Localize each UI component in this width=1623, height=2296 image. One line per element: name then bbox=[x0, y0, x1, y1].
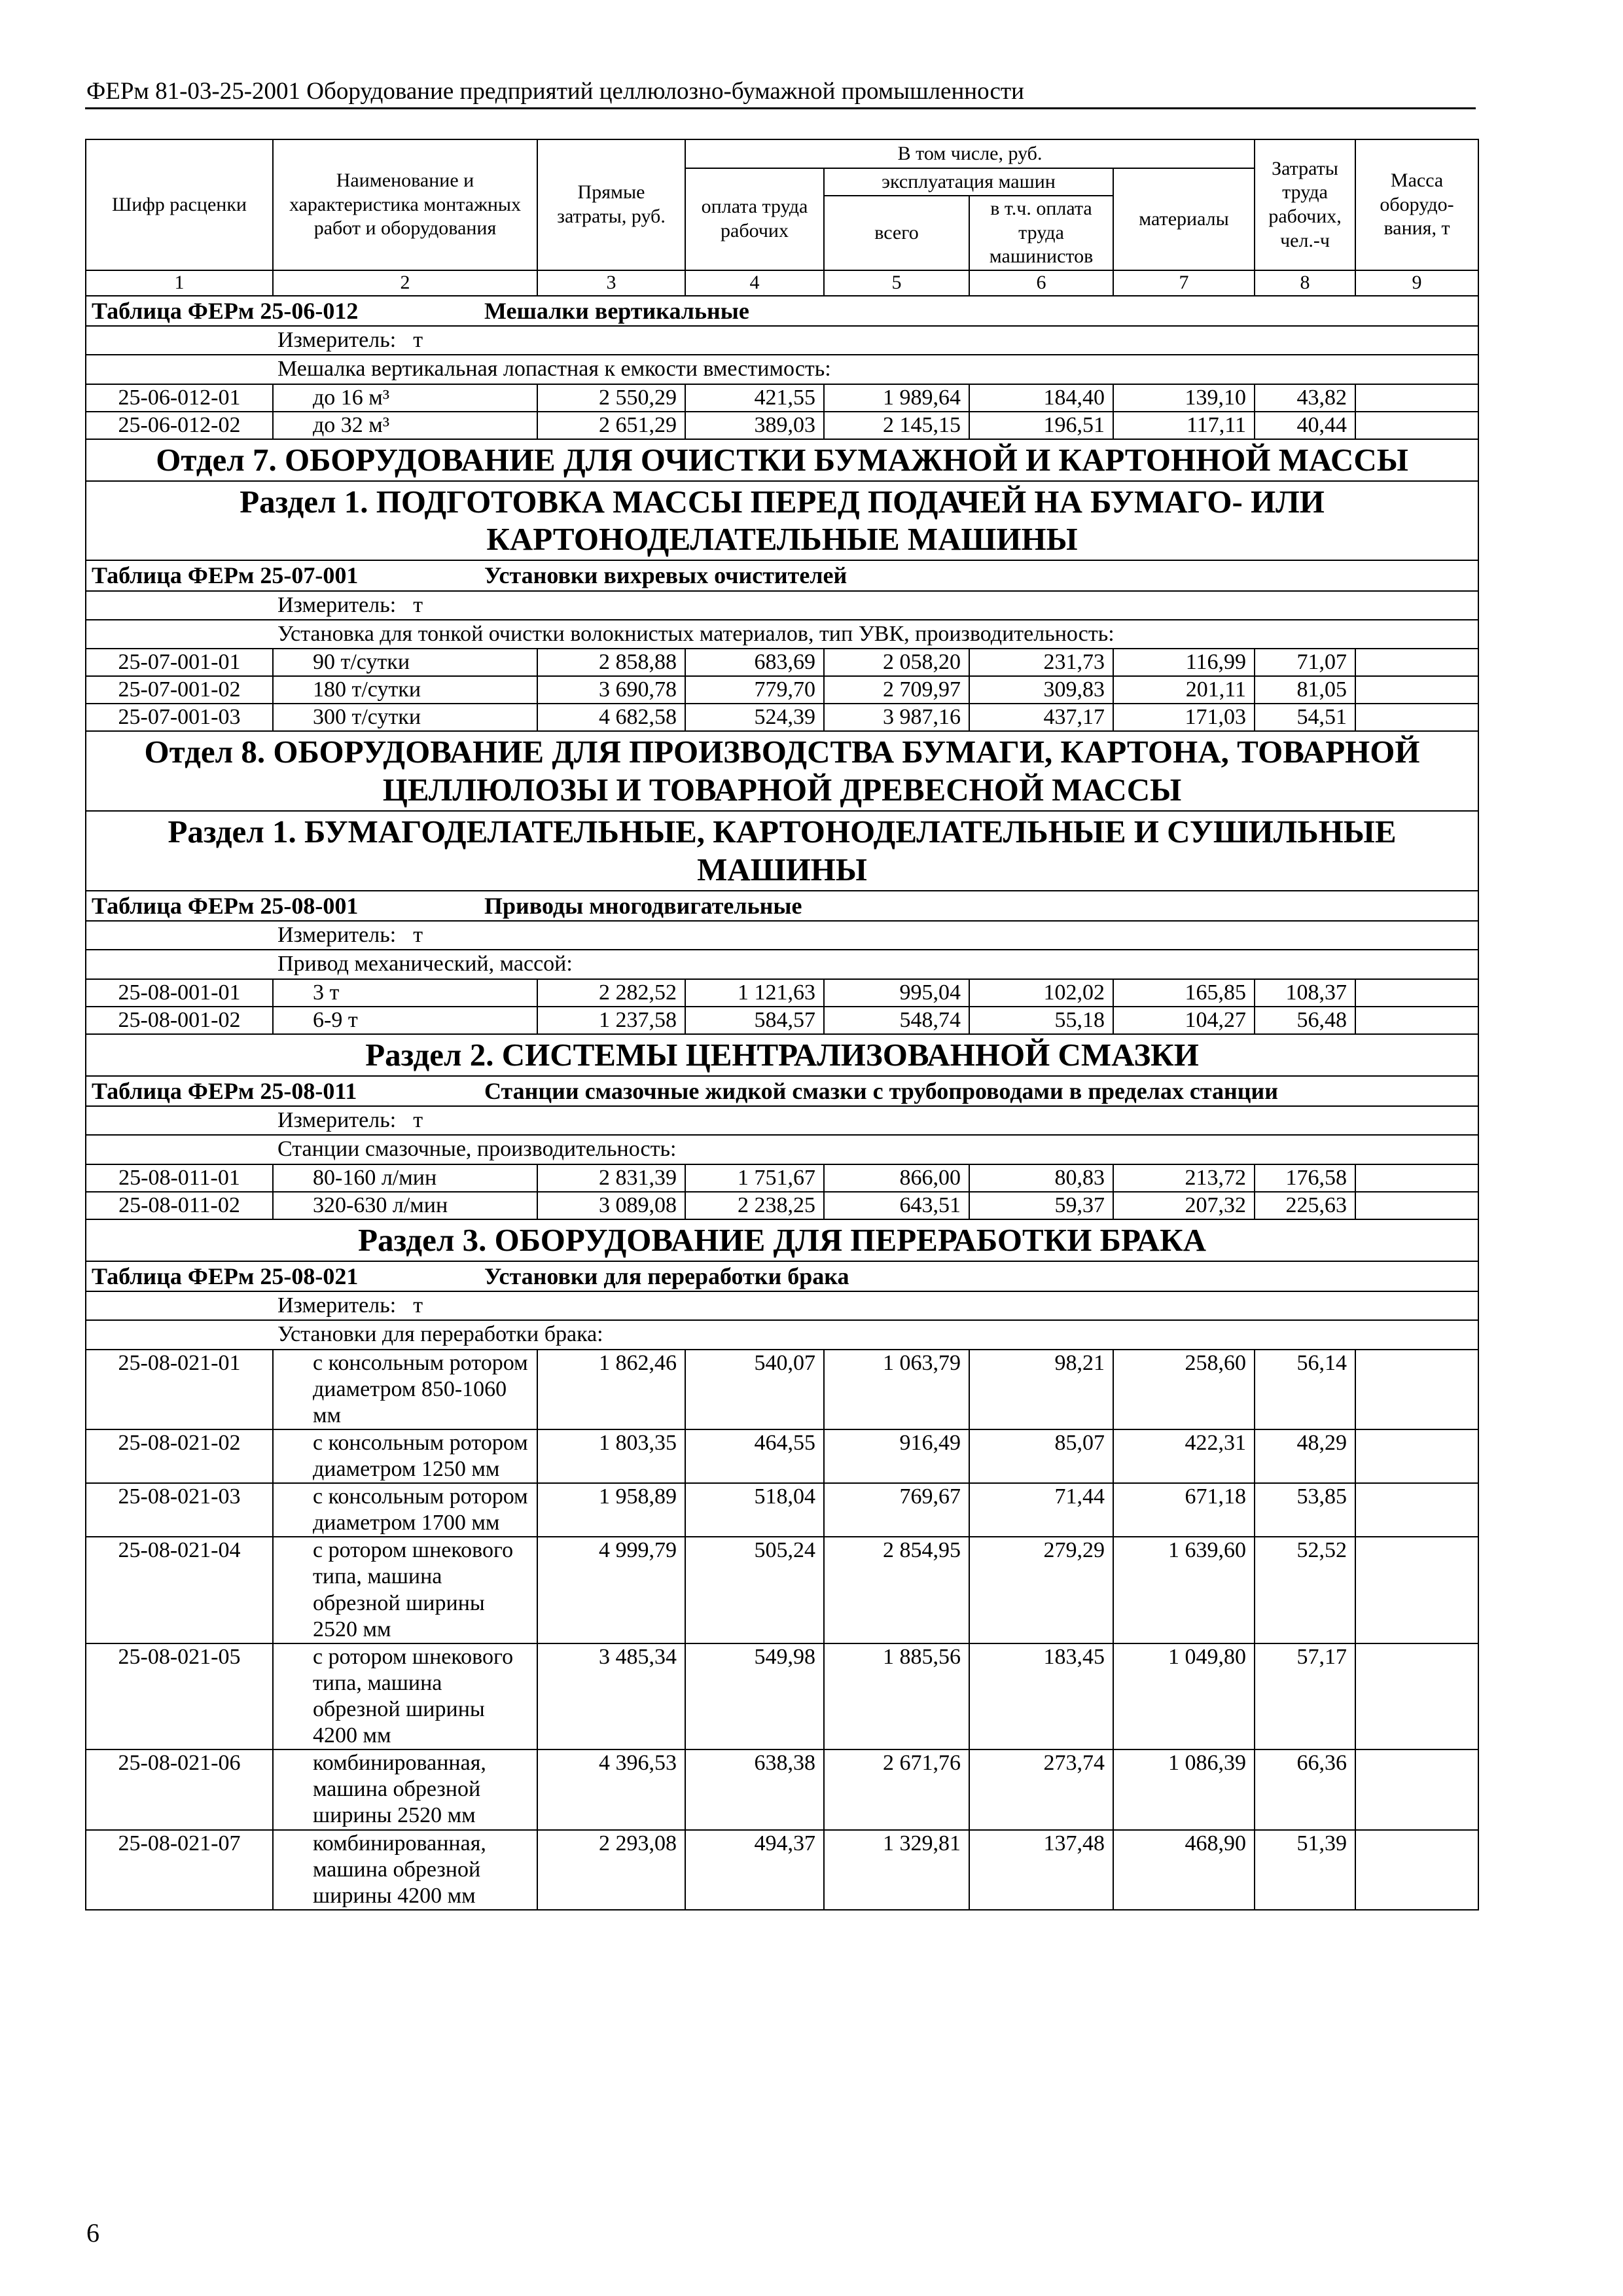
rate-code: 25-07-001-02 bbox=[86, 676, 273, 704]
measure-row bbox=[86, 1106, 1478, 1135]
rate-direct: 1 958,89 bbox=[537, 1483, 685, 1537]
description-row bbox=[86, 1320, 1478, 1349]
rate-name: с ротором шнекового типа, машина обрезной ширины 4200 мм bbox=[273, 1643, 537, 1749]
rate-labor-cost: 40,44 bbox=[1255, 412, 1355, 439]
rate-mass bbox=[1355, 1537, 1478, 1643]
measure-label: Измеритель: bbox=[277, 328, 397, 353]
rate-mass bbox=[1355, 1643, 1478, 1749]
table-title-row bbox=[86, 560, 1478, 591]
table-code: Таблица ФЕРм 25-06-012 bbox=[92, 297, 359, 324]
section-heading-row bbox=[86, 731, 1478, 811]
rate-labor-cost: 53,85 bbox=[1255, 1483, 1355, 1537]
rate-labor: 464,55 bbox=[685, 1429, 824, 1483]
rate-code: 25-08-021-05 bbox=[86, 1643, 273, 1749]
rate-labor: 540,07 bbox=[685, 1350, 824, 1429]
rate-labor: 1 751,67 bbox=[685, 1164, 824, 1192]
rate-labor-cost: 176,58 bbox=[1255, 1164, 1355, 1192]
rate-mass bbox=[1355, 1749, 1478, 1829]
rate-labor-cost: 48,29 bbox=[1255, 1429, 1355, 1483]
table-row bbox=[86, 384, 1478, 412]
rate-machines: 866,00 bbox=[824, 1164, 969, 1192]
table-row bbox=[86, 1537, 1478, 1643]
section-heading-row bbox=[86, 1034, 1478, 1076]
table-description: Установки для переработки брака: bbox=[86, 1320, 1478, 1349]
section-heading: Раздел 1. ПОДГОТОВКА МАССЫ ПЕРЕД ПОДАЧЕЙ НА БУМАГО- ИЛИ КАРТОНОДЕЛАТЕЛЬНЫЕ МАШИНЫ bbox=[86, 481, 1478, 561]
rate-name: до 16 м³ bbox=[273, 384, 537, 412]
rate-name: комбинированная, машина обрезной ширины 4200 мм bbox=[273, 1830, 537, 1910]
rate-name: 180 т/сутки bbox=[273, 676, 537, 704]
rate-labor: 524,39 bbox=[685, 704, 824, 731]
description-row bbox=[86, 1135, 1478, 1164]
rate-name: с консольным ротором диаметром 850-1060 мм bbox=[273, 1350, 537, 1429]
measure-unit: т bbox=[413, 592, 423, 617]
rate-labor: 779,70 bbox=[685, 676, 824, 704]
measure-label: Измеритель: bbox=[277, 923, 397, 948]
rate-labor: 494,37 bbox=[685, 1830, 824, 1910]
measure-unit: т bbox=[413, 1108, 423, 1133]
rate-direct: 3 485,34 bbox=[537, 1643, 685, 1749]
col-name-header: Наименование и характеристика монтажных работ и оборудования bbox=[273, 139, 537, 270]
table-code: Таблица ФЕРм 25-07-001 bbox=[92, 562, 359, 589]
rate-labor: 584,57 bbox=[685, 1007, 824, 1034]
table-row bbox=[86, 1643, 1478, 1749]
col-machinists-header: в т.ч. оплата труда машинистов bbox=[969, 196, 1113, 270]
table-title bbox=[86, 560, 1478, 591]
rate-labor: 1 121,63 bbox=[685, 979, 824, 1007]
col-mass-header: Масса оборудо-вания, т bbox=[1355, 139, 1478, 270]
col-labor-cost-header: Затраты труда рабочих, чел.-ч bbox=[1255, 139, 1355, 270]
rate-direct: 1 803,35 bbox=[537, 1429, 685, 1483]
rate-direct: 2 651,29 bbox=[537, 412, 685, 439]
table-row bbox=[86, 1483, 1478, 1537]
table-name: Мешалки вертикальные bbox=[484, 297, 749, 324]
measure-label: Измеритель: bbox=[277, 1293, 397, 1318]
table-row bbox=[86, 412, 1478, 439]
table-title-row bbox=[86, 296, 1478, 327]
rate-name: с ротором шнекового типа, машина обрезной ширины 2520 мм bbox=[273, 1537, 537, 1643]
rate-direct: 3 089,08 bbox=[537, 1192, 685, 1219]
measure-unit: т bbox=[413, 1293, 423, 1318]
rate-name: с консольным ротором диаметром 1700 мм bbox=[273, 1483, 537, 1537]
col-code-header: Шифр расценки bbox=[86, 139, 273, 270]
table-row bbox=[86, 676, 1478, 704]
section-heading-row bbox=[86, 481, 1478, 561]
table-row bbox=[86, 1350, 1478, 1429]
rate-labor-cost: 43,82 bbox=[1255, 384, 1355, 412]
rate-machines: 2 709,97 bbox=[824, 676, 969, 704]
rate-labor-cost: 56,14 bbox=[1255, 1350, 1355, 1429]
table-code: Таблица ФЕРм 25-08-011 bbox=[92, 1077, 357, 1104]
rate-machines: 916,49 bbox=[824, 1429, 969, 1483]
measure-cell bbox=[86, 591, 1478, 620]
table-header bbox=[86, 139, 1478, 296]
measure-cell bbox=[86, 326, 1478, 355]
rate-labor: 518,04 bbox=[685, 1483, 824, 1537]
rate-machinists: 85,07 bbox=[969, 1429, 1113, 1483]
rate-materials: 1 086,39 bbox=[1113, 1749, 1255, 1829]
rate-machinists: 80,83 bbox=[969, 1164, 1113, 1192]
rate-materials: 671,18 bbox=[1113, 1483, 1255, 1537]
rate-labor-cost: 54,51 bbox=[1255, 704, 1355, 731]
col-labor-header: оплата труда рабочих bbox=[685, 168, 824, 270]
rate-materials: 1 049,80 bbox=[1113, 1643, 1255, 1749]
rate-machines: 548,74 bbox=[824, 1007, 969, 1034]
rate-machines: 2 145,15 bbox=[824, 412, 969, 439]
measure-unit: т bbox=[413, 923, 423, 948]
rate-machinists: 102,02 bbox=[969, 979, 1113, 1007]
rate-materials: 213,72 bbox=[1113, 1164, 1255, 1192]
rate-machinists: 59,37 bbox=[969, 1192, 1113, 1219]
rate-labor-cost: 51,39 bbox=[1255, 1830, 1355, 1910]
table-description: Установка для тонкой очистки волокнистых материалов, тип УВК, производительность: bbox=[86, 620, 1478, 649]
col-incl-header: В том числе, руб. bbox=[685, 139, 1255, 168]
rate-machinists: 279,29 bbox=[969, 1537, 1113, 1643]
rate-labor: 421,55 bbox=[685, 384, 824, 412]
rate-materials: 1 639,60 bbox=[1113, 1537, 1255, 1643]
rate-mass bbox=[1355, 1164, 1478, 1192]
rate-name: 80-160 л/мин bbox=[273, 1164, 537, 1192]
rate-code: 25-08-021-06 bbox=[86, 1749, 273, 1829]
table-name: Установки вихревых очистителей bbox=[484, 562, 847, 589]
rate-name: 6-9 т bbox=[273, 1007, 537, 1034]
rate-materials: 171,03 bbox=[1113, 704, 1255, 731]
table-row bbox=[86, 1749, 1478, 1829]
section-heading-row bbox=[86, 811, 1478, 891]
rate-code: 25-08-001-02 bbox=[86, 1007, 273, 1034]
rate-labor-cost: 225,63 bbox=[1255, 1192, 1355, 1219]
rate-labor-cost: 56,48 bbox=[1255, 1007, 1355, 1034]
table-title-row bbox=[86, 1261, 1478, 1292]
rate-direct: 4 999,79 bbox=[537, 1537, 685, 1643]
rate-mass bbox=[1355, 1830, 1478, 1910]
rate-direct: 2 831,39 bbox=[537, 1164, 685, 1192]
rate-direct: 2 858,88 bbox=[537, 649, 685, 676]
rate-machinists: 309,83 bbox=[969, 676, 1113, 704]
rate-mass bbox=[1355, 412, 1478, 439]
rate-materials: 116,99 bbox=[1113, 649, 1255, 676]
rate-code: 25-06-012-01 bbox=[86, 384, 273, 412]
rate-labor-cost: 52,52 bbox=[1255, 1537, 1355, 1643]
rate-name: с консольным ротором диаметром 1250 мм bbox=[273, 1429, 537, 1483]
rate-materials: 201,11 bbox=[1113, 676, 1255, 704]
rate-materials: 258,60 bbox=[1113, 1350, 1255, 1429]
col-number: 5 bbox=[824, 270, 969, 296]
section-heading-row bbox=[86, 1219, 1478, 1261]
rate-labor: 683,69 bbox=[685, 649, 824, 676]
rate-machinists: 273,74 bbox=[969, 1749, 1113, 1829]
table-row bbox=[86, 1429, 1478, 1483]
rate-machines: 2 854,95 bbox=[824, 1537, 969, 1643]
rate-labor-cost: 66,36 bbox=[1255, 1749, 1355, 1829]
rate-machinists: 55,18 bbox=[969, 1007, 1113, 1034]
section-heading: Отдел 8. ОБОРУДОВАНИЕ ДЛЯ ПРОИЗВОДСТВА БУМАГИ, КАРТОНА, ТОВАРНОЙ ЦЕЛЛЮЛОЗЫ И ТОВАРНОЙ ДРЕВЕСНОЙ МАССЫ bbox=[86, 731, 1478, 811]
rate-labor-cost: 81,05 bbox=[1255, 676, 1355, 704]
rate-code: 25-08-001-01 bbox=[86, 979, 273, 1007]
table-row bbox=[86, 1192, 1478, 1219]
rate-machines: 995,04 bbox=[824, 979, 969, 1007]
rate-labor: 549,98 bbox=[685, 1643, 824, 1749]
section-heading: Раздел 1. БУМАГОДЕЛАТЕЛЬНЫЕ, КАРТОНОДЕЛАТЕЛЬНЫЕ И СУШИЛЬНЫЕ МАШИНЫ bbox=[86, 811, 1478, 891]
rate-machines: 2 058,20 bbox=[824, 649, 969, 676]
measure-label: Измеритель: bbox=[277, 1108, 397, 1133]
rate-labor-cost: 108,37 bbox=[1255, 979, 1355, 1007]
rate-mass bbox=[1355, 1007, 1478, 1034]
page-number: 6 bbox=[86, 2218, 99, 2248]
table-description: Привод механический, массой: bbox=[86, 950, 1478, 978]
table-row bbox=[86, 1164, 1478, 1192]
rate-machinists: 437,17 bbox=[969, 704, 1113, 731]
table-title bbox=[86, 1076, 1478, 1107]
rate-name: 320-630 л/мин bbox=[273, 1192, 537, 1219]
description-row bbox=[86, 950, 1478, 978]
rate-code: 25-06-012-02 bbox=[86, 412, 273, 439]
rate-direct: 1 237,58 bbox=[537, 1007, 685, 1034]
rate-code: 25-07-001-01 bbox=[86, 649, 273, 676]
section-heading-row bbox=[86, 439, 1478, 481]
table-title-row bbox=[86, 891, 1478, 922]
table-description: Мешалка вертикальная лопастная к емкости вместимость: bbox=[86, 355, 1478, 384]
table-title bbox=[86, 296, 1478, 327]
description-row bbox=[86, 355, 1478, 384]
description-row bbox=[86, 620, 1478, 649]
section-heading: Раздел 2. СИСТЕМЫ ЦЕНТРАЛИЗОВАННОЙ СМАЗКИ bbox=[86, 1034, 1478, 1076]
rate-direct: 3 690,78 bbox=[537, 676, 685, 704]
col-number: 4 bbox=[685, 270, 824, 296]
rate-mass bbox=[1355, 1192, 1478, 1219]
page-header-title: ФЕРм 81-03-25-2001 Оборудование предприятий целлюлозно-бумажной промышленности bbox=[86, 78, 1024, 105]
table-body bbox=[86, 296, 1478, 1910]
rate-machinists: 183,45 bbox=[969, 1643, 1113, 1749]
table-row bbox=[86, 704, 1478, 731]
measure-unit: т bbox=[413, 328, 423, 353]
rate-direct: 2 550,29 bbox=[537, 384, 685, 412]
measure-row bbox=[86, 921, 1478, 950]
rate-materials: 139,10 bbox=[1113, 384, 1255, 412]
table-name: Установки для переработки брака bbox=[484, 1263, 849, 1289]
table-row bbox=[86, 1007, 1478, 1034]
rate-machinists: 231,73 bbox=[969, 649, 1113, 676]
rate-code: 25-08-021-01 bbox=[86, 1350, 273, 1429]
table-title bbox=[86, 1261, 1478, 1292]
table-row bbox=[86, 979, 1478, 1007]
table-row bbox=[86, 649, 1478, 676]
rate-machines: 3 987,16 bbox=[824, 704, 969, 731]
rate-name: до 32 м³ bbox=[273, 412, 537, 439]
rate-labor-cost: 57,17 bbox=[1255, 1643, 1355, 1749]
rate-mass bbox=[1355, 704, 1478, 731]
rate-code: 25-08-011-01 bbox=[86, 1164, 273, 1192]
table-title bbox=[86, 891, 1478, 922]
rate-code: 25-08-021-04 bbox=[86, 1537, 273, 1643]
table-code: Таблица ФЕРм 25-08-021 bbox=[92, 1263, 359, 1289]
rate-code: 25-08-021-07 bbox=[86, 1830, 273, 1910]
table-title-row bbox=[86, 1076, 1478, 1107]
rate-materials: 468,90 bbox=[1113, 1830, 1255, 1910]
rate-machinists: 98,21 bbox=[969, 1350, 1113, 1429]
measure-row bbox=[86, 326, 1478, 355]
section-heading: Раздел 3. ОБОРУДОВАНИЕ ДЛЯ ПЕРЕРАБОТКИ БРАКА bbox=[86, 1219, 1478, 1261]
rate-name: 90 т/сутки bbox=[273, 649, 537, 676]
rate-machinists: 71,44 bbox=[969, 1483, 1113, 1537]
rate-name: 300 т/сутки bbox=[273, 704, 537, 731]
rate-labor: 2 238,25 bbox=[685, 1192, 824, 1219]
rate-code: 25-08-021-03 bbox=[86, 1483, 273, 1537]
rate-direct: 2 293,08 bbox=[537, 1830, 685, 1910]
rate-mass bbox=[1355, 649, 1478, 676]
rate-materials: 165,85 bbox=[1113, 979, 1255, 1007]
table-name: Приводы многодвигательные bbox=[484, 892, 802, 919]
rate-mass bbox=[1355, 1429, 1478, 1483]
col-number: 9 bbox=[1355, 270, 1478, 296]
rate-mass bbox=[1355, 979, 1478, 1007]
rate-name: комбинированная, машина обрезной ширины 2520 мм bbox=[273, 1749, 537, 1829]
rate-machines: 769,67 bbox=[824, 1483, 969, 1537]
rate-materials: 207,32 bbox=[1113, 1192, 1255, 1219]
rates-table bbox=[85, 139, 1479, 1910]
measure-cell bbox=[86, 1106, 1478, 1135]
rate-materials: 117,11 bbox=[1113, 412, 1255, 439]
rate-code: 25-07-001-03 bbox=[86, 704, 273, 731]
rate-machines: 1 329,81 bbox=[824, 1830, 969, 1910]
rate-machinists: 137,48 bbox=[969, 1830, 1113, 1910]
measure-row bbox=[86, 591, 1478, 620]
table-row bbox=[86, 1830, 1478, 1910]
rate-direct: 2 282,52 bbox=[537, 979, 685, 1007]
rate-name: 3 т bbox=[273, 979, 537, 1007]
rate-direct: 4 396,53 bbox=[537, 1749, 685, 1829]
col-number: 3 bbox=[537, 270, 685, 296]
col-number: 2 bbox=[273, 270, 537, 296]
table-code: Таблица ФЕРм 25-08-001 bbox=[92, 892, 359, 919]
col-machines-total-header: всего bbox=[824, 196, 969, 270]
measure-label: Измеритель: bbox=[277, 592, 397, 617]
rate-materials: 104,27 bbox=[1113, 1007, 1255, 1034]
rate-code: 25-08-021-02 bbox=[86, 1429, 273, 1483]
rate-materials: 422,31 bbox=[1113, 1429, 1255, 1483]
rate-direct: 1 862,46 bbox=[537, 1350, 685, 1429]
rate-labor: 505,24 bbox=[685, 1537, 824, 1643]
col-machines-header: эксплуатация машин bbox=[824, 168, 1113, 196]
header-rule bbox=[85, 107, 1476, 109]
rate-labor: 389,03 bbox=[685, 412, 824, 439]
rate-code: 25-08-011-02 bbox=[86, 1192, 273, 1219]
rate-machines: 1 885,56 bbox=[824, 1643, 969, 1749]
rate-machines: 1 063,79 bbox=[824, 1350, 969, 1429]
rate-machines: 1 989,64 bbox=[824, 384, 969, 412]
rate-machines: 2 671,76 bbox=[824, 1749, 969, 1829]
col-direct-header: Прямые затраты, руб. bbox=[537, 139, 685, 270]
rate-machines: 643,51 bbox=[824, 1192, 969, 1219]
rate-direct: 4 682,58 bbox=[537, 704, 685, 731]
rate-mass bbox=[1355, 384, 1478, 412]
rate-mass bbox=[1355, 1483, 1478, 1537]
section-heading: Отдел 7. ОБОРУДОВАНИЕ ДЛЯ ОЧИСТКИ БУМАЖНОЙ И КАРТОННОЙ МАССЫ bbox=[86, 439, 1478, 481]
col-number: 1 bbox=[86, 270, 273, 296]
rate-machinists: 184,40 bbox=[969, 384, 1113, 412]
rate-machinists: 196,51 bbox=[969, 412, 1113, 439]
rate-labor-cost: 71,07 bbox=[1255, 649, 1355, 676]
measure-cell bbox=[86, 1291, 1478, 1320]
measure-row bbox=[86, 1291, 1478, 1320]
rate-labor: 638,38 bbox=[685, 1749, 824, 1829]
table-name: Станции смазочные жидкой смазки с трубопроводами в пределах станции bbox=[484, 1077, 1278, 1104]
rate-mass bbox=[1355, 676, 1478, 704]
col-number: 6 bbox=[969, 270, 1113, 296]
col-materials-header: материалы bbox=[1113, 168, 1255, 270]
col-number: 8 bbox=[1255, 270, 1355, 296]
table-description: Станции смазочные, производительность: bbox=[86, 1135, 1478, 1164]
col-number: 7 bbox=[1113, 270, 1255, 296]
measure-cell bbox=[86, 921, 1478, 950]
rate-mass bbox=[1355, 1350, 1478, 1429]
